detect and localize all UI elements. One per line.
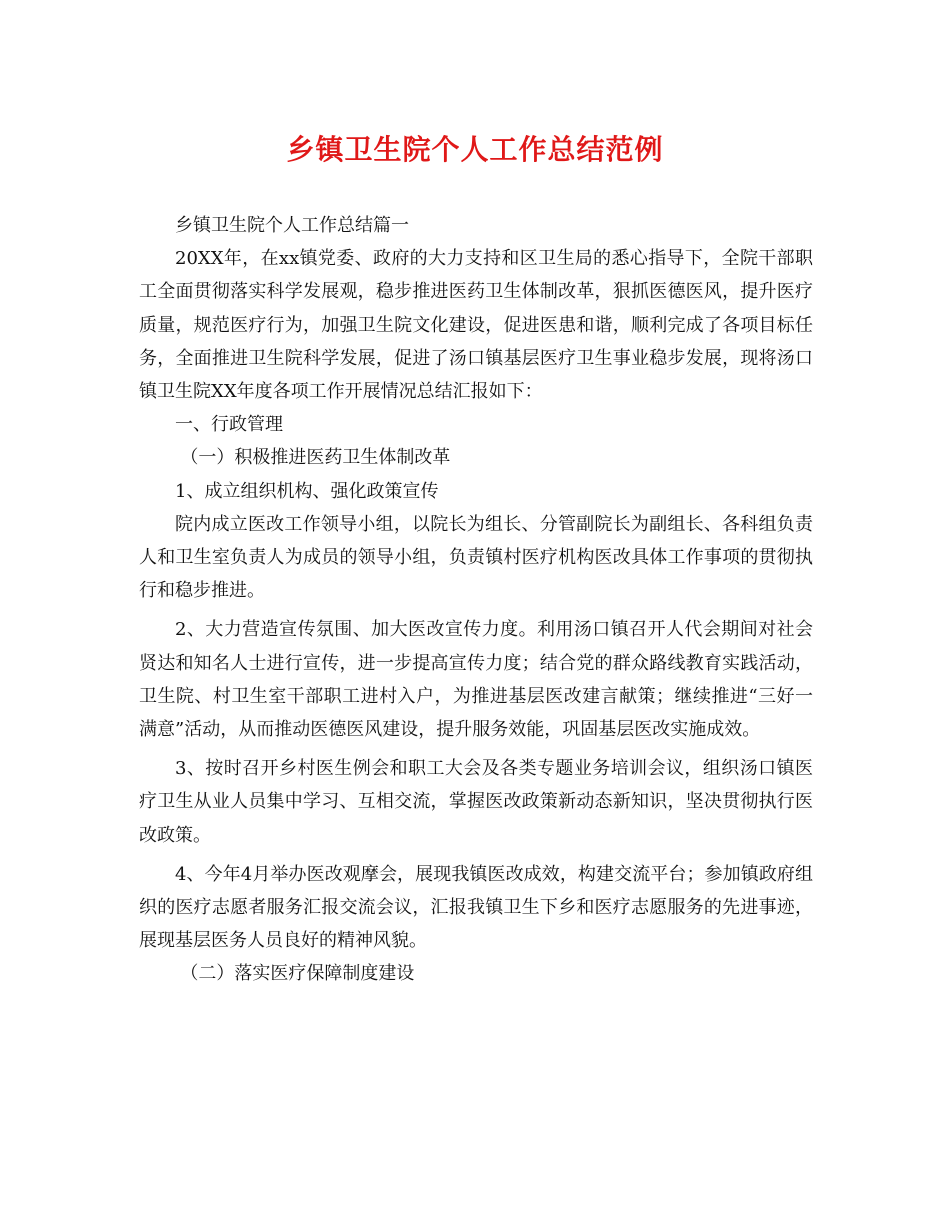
paragraph-observation-meeting: 4、今年4月举办医改观摩会，展现我镇医改成效，构建交流平台；参加镇政府组织的医疗志愿者服务汇报交流会议，汇报我镇卫生下乡和医疗志愿服务的先进事迹，展现基层医务人员良好的精神风貌。 <box>139 863 813 952</box>
paragraph-publicity: 2、大力营造宣传氛围、加大医改宣传力度。利用汤口镇召开人代会期间对社会贤达和知名人士进行宣传，进一步提高宣传力度；结合党的群众路线教育实践活动，卫生院、村卫生室干部职工进村入户，为推进基层医改建言献策；继续推进“三好一满意”活动，从而推动医德医风建设，提升服务效能，巩固基层医改实施成效。 <box>139 619 813 741</box>
subsection-heading-reform: （一）积极推进医药卫生体制改革 <box>180 447 451 469</box>
document-title: 乡镇卫生院个人工作总结范例 <box>286 133 664 166</box>
subsection-heading-insurance: （二）落实医疗保障制度建设 <box>180 963 415 985</box>
section-heading-part-one: 乡镇卫生院个人工作总结篇一 <box>175 215 409 236</box>
paragraph-leadership-group: 院内成立医改工作领导小组，以院长为组长、分管副院长为副组长、各科组负责人和卫生室负责人为成员的领导小组，负责镇村医疗机构医改具体工作事项的贯彻执行和稳步推进。 <box>139 513 813 602</box>
paragraph-meetings: 3、按时召开乡村医生例会和职工大会及各类专题业务培训会议，组织汤口镇医疗卫生从业人员集中学习、互相交流，掌握医改政策新动态新知识，坚决贯彻执行医改政策。 <box>139 758 813 846</box>
item-heading-organization: 1、成立组织机构、强化政策宣传 <box>175 480 439 502</box>
intro-paragraph: 20XX年，在xx镇党委、政府的大力支持和区卫生局的悉心指导下，全院干部职工全面贯彻落实科学发展观，稳步推进医药卫生体制改革，狠抓医德医风，提升医疗质量，规范医疗行为，加强卫生院文化建设，促进医患和谐，顺利完成了各项目标任务，全面推进卫生院科学发展，促进了汤口镇基层医疗卫生事业稳步发展，现将汤口镇卫生院XX年度各项工作开展情况总结汇报如下： <box>139 248 813 403</box>
document-body <box>139 209 813 991</box>
section-heading-admin: 一、行政管理 <box>175 414 283 436</box>
